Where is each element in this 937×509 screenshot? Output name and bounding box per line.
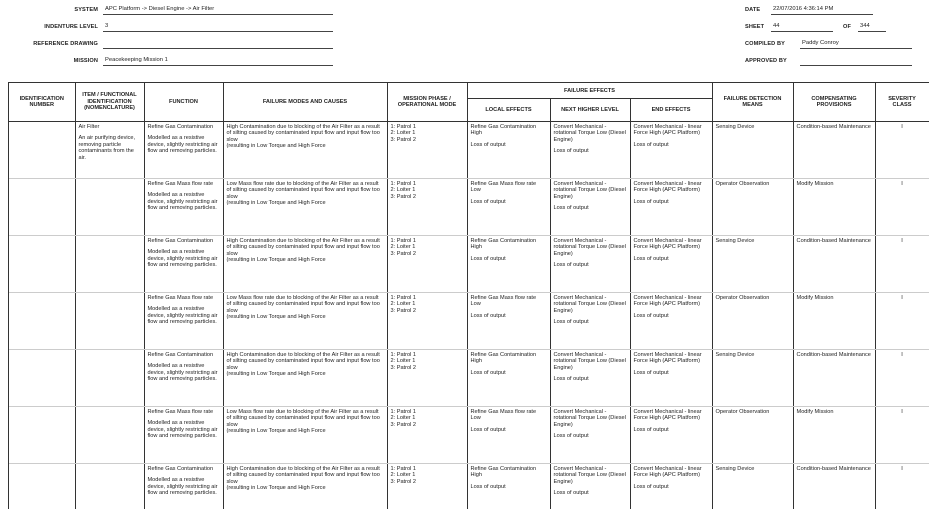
next-higher-output: Loss of output — [554, 490, 627, 496]
indenture-label: INDENTURE LEVEL — [20, 24, 98, 30]
cell-compensating: Modify Mission — [793, 407, 875, 464]
cell-item — [75, 407, 144, 464]
next-higher-effect: Convert Mechanical - rotational Torque Low (Diesel Engine) — [554, 295, 627, 314]
compiled-by-value: Paddy Conroy — [800, 39, 912, 49]
function-description: Modelled as a resistive device, slightly restricting air flow and removing particles. — [148, 249, 220, 268]
local-effect: Refine Gas Contamination High — [471, 238, 547, 251]
function-description: Modelled as a resistive device, slightly restricting air flow and removing particles. — [148, 477, 220, 496]
cell-severity: I — [875, 122, 929, 179]
next-higher-effect: Convert Mechanical - rotational Torque Low (Diesel Engine) — [554, 124, 627, 143]
end-effect-output: Loss of output — [634, 427, 709, 433]
reference-drawing-value — [103, 39, 333, 49]
cell-local-effects — [467, 179, 550, 236]
cell-function — [144, 464, 223, 509]
function-title: Refine Gas Contamination — [148, 238, 220, 244]
cell-detection: Sensing Device — [712, 350, 793, 407]
sheet-value: 44 — [771, 22, 833, 32]
header-failure-detection: FAILURE DETECTION MEANS — [712, 83, 793, 122]
of-value: 344 — [858, 22, 886, 32]
local-effect-output: Loss of output — [471, 427, 547, 433]
fmeca-table-container — [8, 82, 929, 509]
next-higher-output: Loss of output — [554, 205, 627, 211]
next-higher-effect: Convert Mechanical - rotational Torque Low (Diesel Engine) — [554, 466, 627, 485]
cell-mission-phase — [387, 236, 467, 293]
local-effect: Refine Gas Mass flow rate Low — [471, 181, 547, 194]
function-description: Modelled as a resistive device, slightly restricting air flow and removing particles. — [148, 135, 220, 154]
cell-next-higher-level — [550, 236, 630, 293]
system-label: SYSTEM — [20, 7, 98, 13]
item-description: An air purifying device, removing particle contaminants from the air. — [79, 135, 141, 161]
mission-phase-3: 3: Patrol 2 — [391, 365, 464, 371]
cell-end-effects — [630, 293, 712, 350]
mission-value: Peacekeeping Mission 1 — [103, 56, 333, 66]
cell-end-effects — [630, 179, 712, 236]
cell-severity: I — [875, 179, 929, 236]
mission-phase-1: 1: Patrol 1 — [391, 181, 464, 187]
cell-identification-number — [9, 350, 75, 407]
end-effect: Convert Mechanical - linear Force High (APC Platform) — [634, 295, 709, 308]
failure-mode: Low Mass flow rate due to blocking of the Air Filter as a result of silting caused by contaminated input flow and input flow too slow — [227, 181, 384, 200]
cell-item — [75, 293, 144, 350]
cell-detection: Sensing Device — [712, 122, 793, 179]
header-failure-effects: FAILURE EFFECTS — [467, 83, 712, 99]
cell-next-higher-level — [550, 464, 630, 509]
compiled-by-label: COMPILED BY — [745, 41, 785, 47]
local-effect-output: Loss of output — [471, 142, 547, 148]
cell-mission-phase — [387, 407, 467, 464]
local-effect: Refine Gas Mass flow rate Low — [471, 295, 547, 308]
cell-end-effects — [630, 407, 712, 464]
cell-next-higher-level — [550, 350, 630, 407]
cell-severity: I — [875, 350, 929, 407]
cell-identification-number — [9, 407, 75, 464]
cell-end-effects — [630, 464, 712, 509]
function-description: Modelled as a resistive device, slightly restricting air flow and removing particles. — [148, 420, 220, 439]
mission-phase-3: 3: Patrol 2 — [391, 194, 464, 200]
local-effect: Refine Gas Contamination High — [471, 352, 547, 365]
failure-mode-text — [227, 466, 384, 492]
cell-end-effects — [630, 350, 712, 407]
cell-mission-phase — [387, 122, 467, 179]
cell-item — [75, 236, 144, 293]
cell-function — [144, 236, 223, 293]
cell-local-effects — [467, 293, 550, 350]
cell-detection: Operator Observation — [712, 293, 793, 350]
cell-item — [75, 179, 144, 236]
end-effect-output: Loss of output — [634, 199, 709, 205]
next-higher-effect: Convert Mechanical - rotational Torque Low (Diesel Engine) — [554, 409, 627, 428]
cell-compensating: Condition-based Maintenance — [793, 236, 875, 293]
cell-detection: Sensing Device — [712, 236, 793, 293]
cell-failure-mode — [223, 293, 387, 350]
failure-mode: High Contamination due to blocking of the Air Filter as a result of silting caused by contaminated input flow and input flow too slow — [227, 466, 384, 485]
mission-phase-2: 2: Loiter 1 — [391, 130, 464, 136]
fmeca-table — [9, 83, 929, 509]
mission-phase-1: 1: Patrol 1 — [391, 124, 464, 130]
mission-phase-2: 2: Loiter 1 — [391, 415, 464, 421]
item-name: Air Filter — [79, 124, 141, 130]
table-row — [9, 236, 929, 293]
cell-failure-mode — [223, 407, 387, 464]
function-title: Refine Gas Contamination — [148, 352, 220, 358]
mission-phase-2: 2: Loiter 1 — [391, 472, 464, 478]
failure-mode-text — [227, 181, 384, 207]
failure-mode: High Contamination due to blocking of the Air Filter as a result of silting caused by contaminated input flow and input flow too slow — [227, 238, 384, 257]
failure-cause: (resulting in Low Torque and High Force — [227, 428, 384, 434]
local-effect-output: Loss of output — [471, 484, 547, 490]
cell-severity: I — [875, 407, 929, 464]
cell-end-effects — [630, 236, 712, 293]
next-higher-effect: Convert Mechanical - rotational Torque Low (Diesel Engine) — [554, 238, 627, 257]
table-row — [9, 464, 929, 509]
approved-by-label: APPROVED BY — [745, 58, 787, 64]
cell-function — [144, 407, 223, 464]
next-higher-effect: Convert Mechanical - rotational Torque Low (Diesel Engine) — [554, 181, 627, 200]
cell-severity: I — [875, 293, 929, 350]
header-function: FUNCTION — [144, 83, 223, 122]
of-label: OF — [843, 24, 851, 30]
cell-identification-number — [9, 293, 75, 350]
mission-phase-1: 1: Patrol 1 — [391, 238, 464, 244]
approved-by-value — [800, 56, 912, 66]
cell-identification-number — [9, 179, 75, 236]
function-description: Modelled as a resistive device, slightly restricting air flow and removing particles. — [148, 363, 220, 382]
mission-phase-2: 2: Loiter 1 — [391, 187, 464, 193]
cell-local-effects — [467, 464, 550, 509]
function-title: Refine Gas Contamination — [148, 124, 220, 130]
function-title: Refine Gas Mass flow rate — [148, 181, 220, 187]
failure-mode-text — [227, 124, 384, 150]
local-effect-output: Loss of output — [471, 370, 547, 376]
failure-mode-text — [227, 409, 384, 435]
end-effect-output: Loss of output — [634, 484, 709, 490]
cell-mission-phase — [387, 179, 467, 236]
local-effect: Refine Gas Mass flow rate Low — [471, 409, 547, 422]
end-effect: Convert Mechanical - linear Force High (APC Platform) — [634, 124, 709, 137]
cell-failure-mode — [223, 464, 387, 509]
date-value: 22/07/2016 4:36:14 PM — [771, 5, 873, 15]
failure-mode-text — [227, 295, 384, 321]
header-identification-number: IDENTIFICATION NUMBER — [9, 83, 75, 122]
cell-identification-number — [9, 122, 75, 179]
cell-detection: Operator Observation — [712, 179, 793, 236]
end-effect-output: Loss of output — [634, 142, 709, 148]
cell-identification-number — [9, 236, 75, 293]
mission-phase-3: 3: Patrol 2 — [391, 251, 464, 257]
cell-next-higher-level — [550, 122, 630, 179]
end-effect-output: Loss of output — [634, 313, 709, 319]
cell-local-effects — [467, 407, 550, 464]
failure-mode: Low Mass flow rate due to blocking of the Air Filter as a result of silting caused by contaminated input flow and input flow too slow — [227, 295, 384, 314]
header-failure-modes: FAILURE MODES AND CAUSES — [223, 83, 387, 122]
local-effect: Refine Gas Contamination High — [471, 466, 547, 479]
mission-phase-1: 1: Patrol 1 — [391, 352, 464, 358]
date-label: DATE — [745, 7, 760, 13]
cell-failure-mode — [223, 236, 387, 293]
system-value: APC Platform -> Diesel Engine -> Air Filter — [103, 5, 333, 15]
header-end-effects: END EFFECTS — [630, 99, 712, 122]
next-higher-output: Loss of output — [554, 262, 627, 268]
function-title: Refine Gas Mass flow rate — [148, 409, 220, 415]
failure-mode-text — [227, 352, 384, 378]
fmeca-body — [9, 122, 929, 509]
cell-mission-phase — [387, 464, 467, 509]
next-higher-output: Loss of output — [554, 319, 627, 325]
cell-local-effects — [467, 350, 550, 407]
indenture-value: 3 — [103, 22, 333, 32]
header-mission-phase: MISSION PHASE / OPERATIONAL MODE — [387, 83, 467, 122]
mission-phase-2: 2: Loiter 1 — [391, 301, 464, 307]
mission-phase-1: 1: Patrol 1 — [391, 466, 464, 472]
end-effect: Convert Mechanical - linear Force High (APC Platform) — [634, 466, 709, 479]
failure-cause: (resulting in Low Torque and High Force — [227, 257, 384, 263]
header-compensating-provisions: COMPENSATING PROVISIONS — [793, 83, 875, 122]
cell-compensating: Modify Mission — [793, 179, 875, 236]
cell-function — [144, 293, 223, 350]
end-effect: Convert Mechanical - linear Force High (APC Platform) — [634, 352, 709, 365]
sheet-label: SHEET — [745, 24, 764, 30]
mission-phase-2: 2: Loiter 1 — [391, 358, 464, 364]
cell-failure-mode — [223, 122, 387, 179]
mission-phase-3: 3: Patrol 2 — [391, 308, 464, 314]
local-effect-output: Loss of output — [471, 256, 547, 262]
cell-local-effects — [467, 236, 550, 293]
cell-function — [144, 350, 223, 407]
table-row — [9, 179, 929, 236]
cell-failure-mode — [223, 179, 387, 236]
table-row — [9, 293, 929, 350]
end-effect: Convert Mechanical - linear Force High (APC Platform) — [634, 181, 709, 194]
table-row — [9, 407, 929, 464]
header-next-higher-level: NEXT HIGHER LEVEL — [550, 99, 630, 122]
failure-cause: (resulting in Low Torque and High Force — [227, 485, 384, 491]
cell-item — [75, 350, 144, 407]
cell-function — [144, 179, 223, 236]
header-local-effects: LOCAL EFFECTS — [467, 99, 550, 122]
failure-cause: (resulting in Low Torque and High Force — [227, 314, 384, 320]
local-effect-output: Loss of output — [471, 313, 547, 319]
mission-phase-1: 1: Patrol 1 — [391, 295, 464, 301]
function-title: Refine Gas Contamination — [148, 466, 220, 472]
cell-item — [75, 464, 144, 509]
cell-mission-phase — [387, 293, 467, 350]
failure-mode: High Contamination due to blocking of the Air Filter as a result of silting caused by contaminated input flow and input flow too slow — [227, 352, 384, 371]
failure-mode: Low Mass flow rate due to blocking of the Air Filter as a result of silting caused by contaminated input flow and input flow too slow — [227, 409, 384, 428]
end-effect-output: Loss of output — [634, 370, 709, 376]
cell-next-higher-level — [550, 407, 630, 464]
cell-end-effects — [630, 122, 712, 179]
next-higher-output: Loss of output — [554, 376, 627, 382]
cell-compensating: Condition-based Maintenance — [793, 350, 875, 407]
cell-function — [144, 122, 223, 179]
failure-mode-text — [227, 238, 384, 264]
mission-phase-3: 3: Patrol 2 — [391, 422, 464, 428]
end-effect-output: Loss of output — [634, 256, 709, 262]
cell-detection: Sensing Device — [712, 464, 793, 509]
cell-compensating: Condition-based Maintenance — [793, 464, 875, 509]
cell-severity: I — [875, 464, 929, 509]
next-higher-effect: Convert Mechanical - rotational Torque Low (Diesel Engine) — [554, 352, 627, 371]
local-effect-output: Loss of output — [471, 199, 547, 205]
cell-item — [75, 122, 144, 179]
cell-identification-number — [9, 464, 75, 509]
header-severity-class: SEVERITY CLASS — [875, 83, 929, 122]
failure-mode: High Contamination due to blocking of the Air Filter as a result of silting caused by contaminated input flow and input flow too slow — [227, 124, 384, 143]
cell-severity: I — [875, 236, 929, 293]
mission-phase-1: 1: Patrol 1 — [391, 409, 464, 415]
next-higher-output: Loss of output — [554, 148, 627, 154]
failure-cause: (resulting in Low Torque and High Force — [227, 371, 384, 377]
mission-phase-3: 3: Patrol 2 — [391, 137, 464, 143]
cell-compensating: Modify Mission — [793, 293, 875, 350]
mission-label: MISSION — [20, 58, 98, 64]
next-higher-output: Loss of output — [554, 433, 627, 439]
cell-compensating: Condition-based Maintenance — [793, 122, 875, 179]
function-description: Modelled as a resistive device, slightly restricting air flow and removing particles. — [148, 192, 220, 211]
table-row — [9, 350, 929, 407]
cell-local-effects — [467, 122, 550, 179]
mission-phase-3: 3: Patrol 2 — [391, 479, 464, 485]
failure-cause: (resulting in Low Torque and High Force — [227, 143, 384, 149]
end-effect: Convert Mechanical - linear Force High (APC Platform) — [634, 238, 709, 251]
cell-next-higher-level — [550, 293, 630, 350]
mission-phase-2: 2: Loiter 1 — [391, 244, 464, 250]
reference-drawing-label: REFERENCE DRAWING — [0, 41, 98, 47]
cell-next-higher-level — [550, 179, 630, 236]
table-row — [9, 122, 929, 179]
cell-failure-mode — [223, 350, 387, 407]
header-item: ITEM / FUNCTIONAL IDENTIFICATION (NOMENCLATURE) — [75, 83, 144, 122]
failure-cause: (resulting in Low Torque and High Force — [227, 200, 384, 206]
cell-detection: Operator Observation — [712, 407, 793, 464]
cell-mission-phase — [387, 350, 467, 407]
local-effect: Refine Gas Contamination High — [471, 124, 547, 137]
function-title: Refine Gas Mass flow rate — [148, 295, 220, 301]
end-effect: Convert Mechanical - linear Force High (APC Platform) — [634, 409, 709, 422]
function-description: Modelled as a resistive device, slightly restricting air flow and removing particles. — [148, 306, 220, 325]
